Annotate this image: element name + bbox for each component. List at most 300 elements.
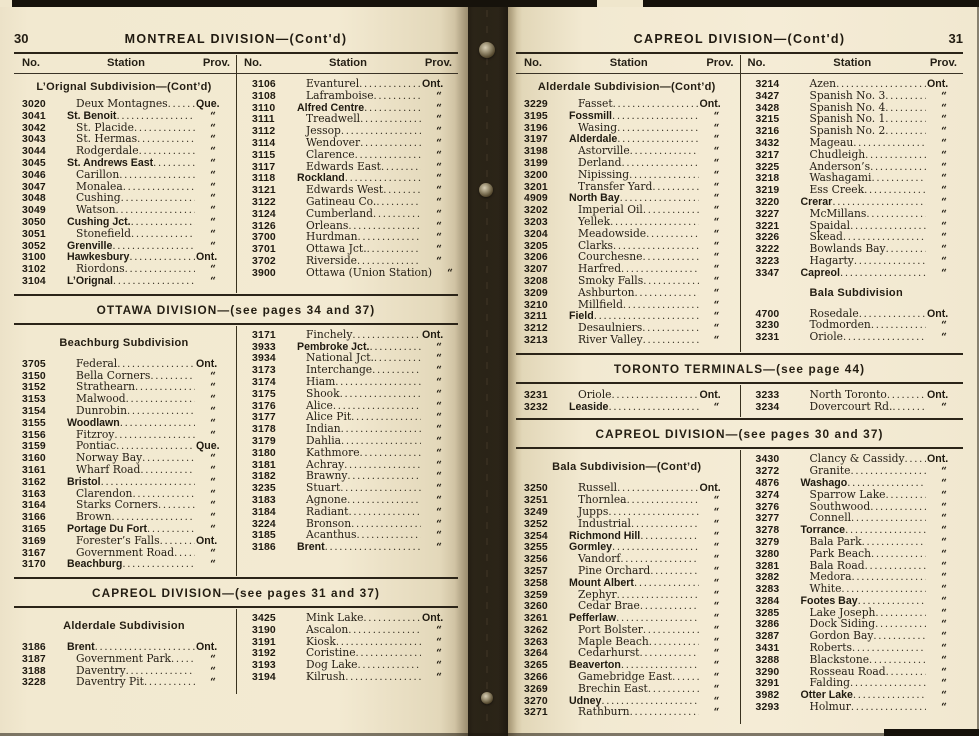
station-name: Alfred Centre: [297, 101, 365, 114]
station-name: Fasset: [578, 97, 613, 110]
province: “: [210, 523, 216, 535]
province: “: [436, 365, 442, 377]
station-number: 3108: [252, 90, 276, 102]
table-row: [520, 251, 734, 263]
station-name: Lake Joseph: [809, 605, 876, 619]
table-row: [18, 204, 230, 216]
table-row: [752, 501, 962, 513]
province: “: [941, 114, 947, 126]
station-name: Federal: [76, 356, 118, 370]
table-row: [248, 388, 456, 400]
station-number: 3272: [755, 466, 780, 478]
table-row: [520, 401, 734, 413]
station-name: St. Placide: [76, 120, 134, 134]
station-name: Agnone: [306, 492, 348, 506]
station-number: 3164: [22, 500, 46, 512]
station-name: Edwards West: [306, 183, 384, 197]
station-name: Roberts: [809, 641, 853, 655]
station-name: Grenville: [67, 239, 113, 252]
station-number: 3208: [524, 275, 548, 287]
station-name: Spanish No. 2: [809, 124, 886, 138]
province: “: [941, 466, 947, 478]
right-page: [508, 7, 979, 736]
table-row: [520, 506, 734, 518]
station-name: Daventry: [76, 663, 126, 677]
col-no: No.: [22, 57, 41, 69]
province: “: [713, 601, 720, 613]
station-number: 3163: [22, 488, 46, 500]
station-number: 3250: [524, 483, 548, 495]
station-number: 3216: [755, 126, 780, 138]
table-row: [520, 122, 734, 134]
scan-edge-notch: [597, 0, 643, 7]
column-divider: [236, 326, 237, 576]
station-name: Gatineau Co.: [306, 194, 377, 208]
province: “: [210, 382, 216, 394]
station-name: Anderson’s: [809, 159, 871, 173]
station-number: 3106: [252, 79, 276, 90]
column-header-left: [14, 57, 236, 69]
province: Ont.: [927, 307, 949, 320]
table-row: [752, 184, 962, 196]
table-row: [248, 612, 456, 624]
station-name: Radiant: [306, 504, 349, 518]
province: “: [713, 122, 720, 134]
station-name: Beachburg: [67, 558, 123, 571]
station-name: Starks Corners: [76, 498, 158, 512]
station-number: 4700: [755, 308, 780, 320]
table-row: [752, 208, 962, 220]
dot-leader: [630, 706, 699, 719]
station-number: 3223: [755, 255, 780, 267]
station-name: Bella Corners: [76, 368, 151, 382]
province: “: [210, 157, 216, 169]
station-number: 3111: [252, 114, 275, 126]
column-header-right: [236, 57, 458, 69]
station-number: 3347: [755, 267, 780, 279]
station-name: Desaulniers: [578, 321, 643, 335]
province: “: [941, 702, 947, 714]
table-row: [18, 405, 230, 417]
station-number: 3285: [755, 607, 780, 619]
station-name: Jessop: [306, 124, 341, 138]
station-number: 3254: [524, 530, 548, 542]
station-name: Bronson: [306, 516, 352, 530]
province: “: [941, 654, 947, 666]
table-row: [752, 666, 962, 678]
station-name: Granite: [809, 464, 851, 478]
station-name: Alice: [306, 398, 333, 412]
station-number: 3231: [524, 389, 548, 401]
station-number: 3702: [252, 255, 276, 267]
station-number: 3225: [755, 161, 780, 173]
station-name: Norway Bay: [76, 451, 143, 465]
province: “: [713, 181, 720, 193]
station-name: Falding: [809, 676, 850, 690]
dot-leader: [851, 701, 926, 714]
station-number: 3228: [22, 677, 46, 689]
station-name: Deux Montagnes: [76, 97, 168, 110]
station-number: 3173: [252, 365, 276, 377]
col-prov: Prov.: [929, 57, 957, 69]
table-row: [520, 299, 734, 311]
province: “: [941, 90, 947, 102]
province: “: [210, 169, 216, 181]
station-name: Cumberland: [306, 206, 373, 220]
station-name: Bala Road: [809, 558, 865, 572]
station-number: 3100: [22, 252, 46, 264]
province: “: [436, 114, 442, 126]
province: Que.: [196, 98, 220, 110]
binding-post: [479, 42, 495, 58]
province: “: [210, 677, 216, 689]
station-number: 3209: [524, 287, 548, 299]
station-number: 3256: [524, 554, 548, 566]
province: “: [713, 530, 720, 542]
table-row: [520, 518, 734, 530]
station-number: 3110: [252, 102, 276, 114]
alderdale-subdivision-column: [14, 609, 236, 694]
province: “: [210, 547, 216, 559]
province: “: [713, 636, 720, 648]
col-prov: Prov.: [706, 57, 734, 69]
station-number: 3212: [524, 323, 548, 335]
station-name: National Jct.: [306, 351, 374, 365]
alderdale-contd-column: [516, 75, 740, 352]
station-number: 3261: [524, 613, 548, 625]
station-number: 3235: [252, 483, 276, 495]
table-row: [752, 255, 962, 267]
table-row: [248, 459, 456, 471]
table-row: [752, 701, 962, 713]
station-name: Southwood: [809, 499, 871, 513]
station-name: Oriole: [809, 330, 843, 344]
station-number: 3166: [22, 512, 46, 524]
table-row: [248, 149, 456, 161]
table-row: [248, 411, 456, 423]
table-row: [18, 676, 230, 688]
station-name: Ascalon: [306, 622, 349, 636]
table-row: [248, 482, 456, 494]
station-name: Udney: [569, 694, 602, 707]
station-number: 3705: [22, 358, 46, 370]
province: “: [713, 554, 720, 566]
province: “: [713, 299, 720, 311]
table-row: [520, 600, 734, 612]
station-name: Edwards East: [306, 159, 381, 173]
station-number: 3211: [524, 311, 548, 323]
station-number: 3174: [252, 376, 276, 388]
scan-edge-corner: [884, 729, 979, 736]
station-name: Coristine: [306, 646, 356, 660]
table-row: [248, 267, 456, 279]
province: “: [436, 388, 442, 400]
station-name: Kathmore: [306, 445, 360, 459]
station-name: Derland: [578, 155, 622, 169]
station-number: 3226: [755, 232, 780, 244]
province: “: [941, 619, 947, 631]
province: “: [210, 559, 216, 571]
province: “: [210, 216, 216, 228]
table-row: [520, 145, 734, 157]
left-page: [0, 7, 468, 736]
divider: [516, 353, 963, 355]
table-row: [752, 196, 962, 208]
province: “: [210, 394, 216, 406]
table-row: [18, 558, 230, 570]
dot-leader: [113, 275, 195, 288]
province: “: [210, 405, 216, 417]
province: “: [436, 506, 442, 518]
station-number: 3279: [755, 536, 780, 548]
province: “: [210, 264, 216, 276]
province: “: [941, 173, 947, 185]
station-name: Brawny: [306, 469, 348, 483]
page-number: 30: [14, 31, 29, 46]
station-name: Industrial: [578, 516, 631, 530]
station-name: Zephyr: [578, 587, 617, 601]
province: “: [941, 513, 947, 525]
station-number: 3281: [755, 560, 780, 572]
station-name: Government Road: [76, 545, 175, 559]
province: “: [713, 252, 720, 264]
table-row: [752, 137, 962, 149]
table-row: [18, 417, 230, 429]
station-name: Watson: [76, 203, 116, 217]
province: “: [941, 161, 947, 173]
station-rows: [248, 612, 456, 683]
station-name: Torrance: [800, 524, 846, 537]
province: “: [713, 287, 720, 299]
station-name: Meadowside: [578, 226, 647, 240]
station-name: Washago: [800, 476, 848, 489]
province: “: [210, 653, 216, 665]
station-name: Malwood: [76, 392, 126, 406]
lorignal-subdivision-column: [14, 75, 236, 293]
dot-leader: [608, 401, 698, 414]
station-name: Cedarhurst: [578, 646, 640, 660]
alderdale-subdivision-column-2: [236, 609, 458, 694]
station-name: Clarks: [578, 238, 614, 252]
table-row: [520, 530, 734, 542]
station-name: River Valley: [578, 332, 643, 346]
station-number: 3198: [524, 146, 548, 158]
station-name: Astorville: [578, 144, 630, 158]
station-name: Mageau: [809, 135, 854, 149]
divider: [14, 52, 458, 54]
station-name: Clarence: [306, 147, 355, 161]
province: “: [713, 495, 720, 507]
station-name: Crerar: [800, 195, 833, 208]
province: “: [713, 613, 720, 625]
table-row: [18, 157, 230, 169]
table-row: [18, 228, 230, 240]
station-number: 3270: [524, 695, 548, 707]
station-name: Hurdman: [306, 230, 358, 244]
station-name: St. Benoit: [67, 109, 117, 122]
province: “: [941, 666, 947, 678]
station-name: Hawkesbury: [67, 251, 130, 264]
station-name: Chudleigh: [809, 147, 866, 161]
table-row: [18, 464, 230, 476]
table-row: [520, 541, 734, 553]
province: “: [713, 648, 720, 660]
table-row: [752, 389, 962, 401]
station-number: 3202: [524, 205, 548, 217]
province: “: [941, 595, 947, 607]
station-number: 3177: [252, 412, 276, 424]
table-row: [752, 560, 962, 572]
table-row: [18, 476, 230, 488]
station-number: 3276: [755, 501, 780, 513]
station-rows: [520, 98, 734, 346]
station-name: Bristol: [67, 475, 101, 488]
table-row: [520, 389, 734, 401]
station-name: Leaside: [569, 400, 609, 413]
table-row: [248, 208, 456, 220]
province: “: [941, 560, 947, 572]
province: “: [713, 157, 720, 169]
station-name: Forester’s Falls: [76, 533, 160, 547]
station-name: Imperial Oil: [578, 203, 643, 217]
province: “: [941, 320, 947, 332]
station-name: North Toronto: [809, 387, 887, 401]
station-number: 3201: [524, 181, 548, 193]
station-name: Shook: [306, 386, 340, 400]
province: “: [941, 149, 947, 161]
province: “: [941, 584, 947, 596]
station-number: 3181: [252, 459, 276, 471]
station-number: 3020: [22, 99, 46, 110]
province: “: [941, 607, 947, 619]
station-number: 3425: [252, 613, 276, 625]
station-number: 3049: [22, 205, 46, 217]
province: “: [713, 110, 720, 122]
table-row: [520, 624, 734, 636]
province: “: [436, 137, 442, 149]
province: “: [713, 146, 720, 158]
station-number: 3283: [755, 584, 780, 596]
province: “: [436, 494, 442, 506]
province: “: [436, 624, 442, 636]
province: “: [713, 401, 720, 413]
province: “: [713, 707, 720, 719]
table-row: [248, 447, 456, 459]
station-number: 3046: [22, 169, 46, 181]
table-row: [520, 683, 734, 695]
province: “: [941, 690, 947, 702]
station-number: 3169: [22, 535, 46, 547]
divider: [14, 606, 458, 608]
station-name: Dock Siding: [809, 617, 876, 631]
province: “: [941, 267, 947, 279]
station-name: Treadwell: [306, 112, 361, 126]
province: “: [436, 636, 442, 648]
province: “: [713, 577, 720, 589]
station-number: 3269: [524, 683, 548, 695]
province: “: [210, 665, 216, 677]
station-number: 3190: [252, 624, 276, 636]
station-name: Ess Creek: [809, 183, 865, 197]
province: “: [436, 471, 442, 483]
province: “: [941, 489, 947, 501]
station-number: 3114: [252, 137, 276, 149]
station-table: [516, 385, 963, 418]
table-row: [18, 499, 230, 511]
station-number: 3126: [252, 220, 276, 232]
station-number: 3175: [252, 388, 276, 400]
table-row: [248, 506, 456, 518]
table-row: [248, 400, 456, 412]
station-name: Dahlia: [306, 433, 342, 447]
province: “: [210, 193, 216, 205]
province: “: [210, 134, 216, 146]
station-number: 3701: [252, 244, 276, 256]
station-number: 3182: [252, 471, 276, 483]
station-name: Strathearn: [76, 380, 135, 394]
station-name: Azen: [809, 77, 837, 90]
province: Ont.: [699, 482, 721, 495]
station-table: [14, 609, 458, 694]
province: “: [713, 518, 720, 530]
station-name: St. Hermas: [76, 132, 138, 146]
table-row: [520, 157, 734, 169]
table-row: [248, 90, 456, 102]
column-header-right: [740, 57, 964, 69]
province: “: [436, 185, 442, 197]
table-row: [248, 196, 456, 208]
province: “: [713, 216, 720, 228]
station-number: 3152: [22, 382, 46, 394]
table-row: [752, 477, 962, 489]
station-name: Dog Lake: [306, 658, 358, 672]
binding-post: [479, 183, 493, 197]
ottawa-division-banner: OTTAWA DIVISION—(see pages 34 and 37): [96, 302, 376, 317]
station-number: 3179: [252, 435, 276, 447]
station-number: 3218: [755, 173, 780, 185]
province: Ont.: [422, 612, 444, 625]
station-name: Portage Du Fort: [67, 522, 148, 535]
station-number: 3284: [755, 595, 780, 607]
station-number: 3196: [524, 122, 548, 134]
station-table: [14, 55, 458, 293]
station-number: 3260: [524, 601, 548, 613]
table-row: [752, 536, 962, 548]
station-number: 3115: [252, 149, 276, 161]
table-row: [18, 181, 230, 193]
station-name: Acanthus: [306, 528, 357, 542]
station-number: 3156: [22, 429, 46, 441]
station-name: Millfield: [578, 297, 623, 311]
dot-leader: [345, 671, 421, 684]
column-divider: [236, 55, 237, 293]
province: “: [713, 275, 720, 287]
station-name: Kiosk: [306, 634, 336, 648]
table-row: [752, 401, 962, 413]
station-name: Cedar Brae: [578, 599, 640, 613]
table-row: [248, 329, 456, 341]
province: “: [436, 102, 442, 114]
station-number: 3047: [22, 181, 46, 193]
station-number: 3155: [22, 417, 46, 429]
station-number: 3161: [22, 464, 46, 476]
dot-leader: [843, 331, 926, 344]
station-name: Spanish No. 1: [809, 112, 886, 126]
dot-leader: [892, 401, 926, 414]
table-row: [752, 465, 962, 477]
station-number: 4909: [524, 193, 548, 205]
table-row: [18, 429, 230, 441]
